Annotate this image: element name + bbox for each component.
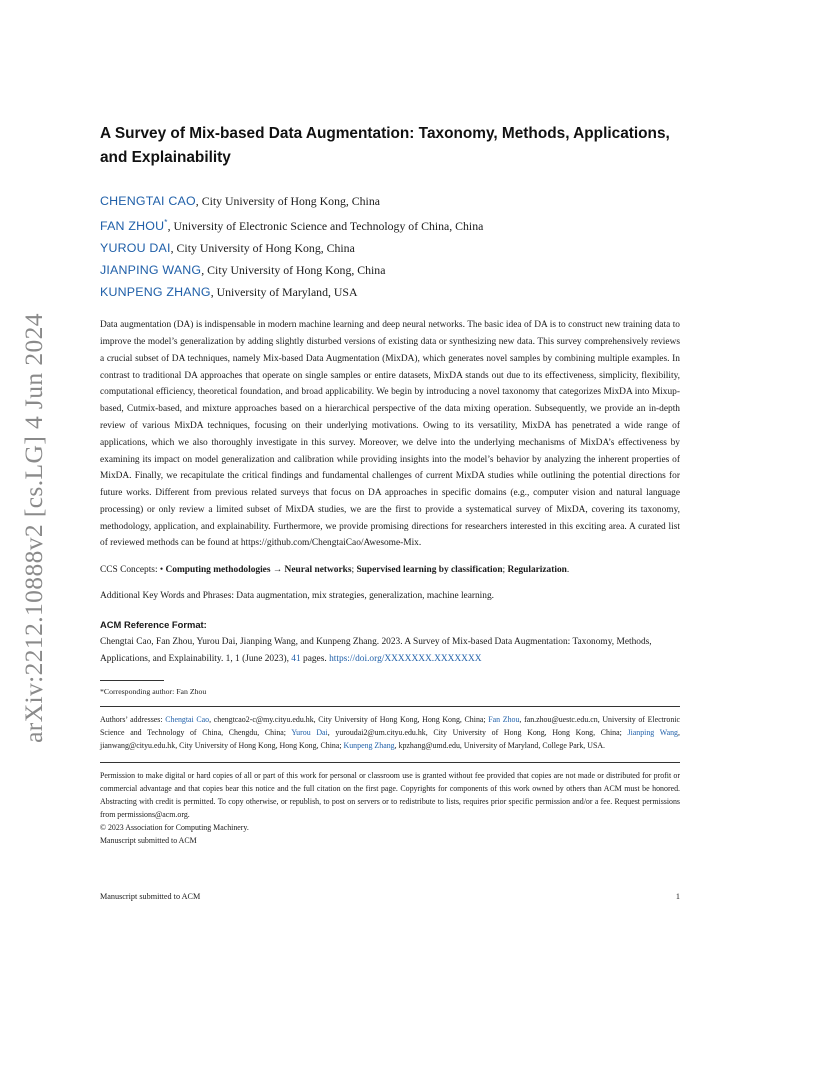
paper-title: A Survey of Mix-based Data Augmentation: Taxonomy, Methods, Applications, and Explainability bbox=[100, 125, 670, 166]
paper-page bbox=[100, 122, 680, 847]
footnote-divider bbox=[100, 680, 164, 681]
author-entry bbox=[100, 212, 680, 237]
author-affiliation: , City University of Hong Kong, China bbox=[195, 194, 380, 208]
corresponding-author-footnote: *Corresponding author: Fan Zhou bbox=[100, 686, 207, 696]
keywords: Additional Key Words and Phrases: Data augmentation, mix strategies, generalization, machine learning. bbox=[100, 591, 495, 602]
ccs-concepts: CCS Concepts: • Computing methodologies → Neural networks; Supervised learning by classification; Regularization. bbox=[100, 565, 570, 576]
author-name: YUROU DAI bbox=[100, 241, 171, 256]
acm-reference-text: Chengtai Cao, Fan Zhou, Yurou Dai, Jianping Wang, and Kunpeng Zhang. 2023. A Survey of Mix-based Data Augmentation: Taxonomy, Methods, Applications, and Explainability. 1, 1 (June 2023), 41 pages. https://doi.org/XXXXXXX.XXXXXXX bbox=[100, 637, 652, 665]
author-name: CHENGTAI CAO bbox=[100, 194, 196, 208]
author-link[interactable]: Fan Zhou bbox=[488, 714, 520, 724]
page-footer bbox=[100, 892, 680, 901]
author-name: FAN ZHOU* bbox=[100, 218, 168, 234]
author-link[interactable]: Chengtai Cao bbox=[165, 714, 210, 724]
author-affiliation: , University of Maryland, USA bbox=[210, 285, 358, 300]
author-list bbox=[100, 190, 680, 303]
author-entry bbox=[100, 190, 680, 212]
authors-addresses: Authors’ addresses: Chengtai Cao, chengtcao2-c@my.cityu.edu.hk, City University of Hong Kong, Hong Kong, China; Fan Zhou, fan.zhou@uestc.edu.cn, University of Electronic Science and Technology of China, Chengdu, China; Yurou Dai, yuroudai2@um.cityu.edu.hk, City University of Hong Kong, Hong Kong, China; Jianping Wang, jianwang@cityu.edu.hk, City University of Hong Kong, Hong Kong, China; Kunpeng Zhang, kpzhang@umd.edu, University of Maryland, College Park, USA. bbox=[100, 714, 681, 750]
arxiv-id-text: arXiv:2212.10888v2 [cs.LG] 4 Jun 2024 bbox=[19, 312, 48, 743]
author-entry bbox=[100, 259, 680, 281]
abstract: Data augmentation (DA) is indispensable in modern machine learning and deep neural networks. The basic idea of DA is to construct new training data to improve the model’s generalization by adding slightly disturbed versions of existing data or synthesizing new data. This survey comprehensively reviews a crucial subset of DA techniques, namely Mix-based Data Augmentation (MixDA), which generates novel samples by combining multiple examples. In contrast to traditional DA approaches that operate on single samples or entire datasets, MixDA stands out due to its effectiveness, simplicity, flexibility, computational efficiency, theoretical foundation, and broad applicability. We begin by introducing a novel taxonomy that categorizes MixDA into Mixup-based, Cutmix-based, and mixture approaches based on a hierarchical perspective of the data mixing operation. Subsequently, we provide an in-depth review of various MixDA techniques, focusing on their underlying motivations. Owing to its versatility, MixDA has penetrated a wide range of applications, which we also thoroughly investigate in this survey. Moreover, we delve into the underlying mechanisms of MixDA’s effectiveness by examining its impact on model generalization and calibration while providing insights into the model’s behavior by analyzing the inherent properties of MixDA. Finally, we recapitulate the critical findings and fundamental challenges of current MixDA studies while outlining the potential directions for future works. Different from previous related surveys that focus on DA approaches in specific domains (e.g., computer vision and natural language processing) or only review a limited subset of MixDA studies, we are the first to provide a systematical survey of MixDA, covering its taxonomy, methodology, application, and explainability. Furthermore, we provide promising directions for researchers interested in this exciting area. A curated list of reviewed methods can be found at https://github.com/ChengtaiCao/Awesome-Mix. bbox=[100, 320, 680, 549]
footer-label: Manuscript submitted to ACM bbox=[100, 892, 201, 901]
author-affiliation: , City University of Hong Kong, China bbox=[170, 241, 355, 256]
author-affiliation: , University of Electronic Science and Technology of China, China bbox=[167, 219, 484, 234]
arxiv-side-stamp bbox=[14, 300, 54, 755]
doi-link[interactable]: https://doi.org/XXXXXXX.XXXXXXX bbox=[329, 654, 482, 665]
author-entry bbox=[100, 281, 680, 303]
author-link[interactable]: Jianping Wang bbox=[627, 727, 678, 737]
pages-link[interactable]: 41 bbox=[291, 654, 301, 665]
corresponding-mark: * bbox=[164, 218, 168, 227]
author-name: JIANPING WANG bbox=[100, 263, 202, 278]
copyright-line: © 2023 Association for Computing Machinery. bbox=[100, 822, 249, 832]
section-divider bbox=[100, 762, 680, 763]
permission-notice: Permission to make digital or hard copies of all or part of this work for personal or classroom use is granted without fee provided that copies are not made or distributed for profit or commercial advantage and that copies bear this notice and the full citation on the first page. Copyrights for components of this work owned by others than ACM must be honored. Abstracting with credit is permitted. To copy otherwise, or republish, to post on servers or to redistribute to lists, requires prior specific permission and/or a fee. Request permissions from permissions@acm.org. bbox=[100, 770, 680, 819]
author-entry bbox=[100, 237, 680, 259]
author-name: KUNPENG ZHANG bbox=[100, 285, 211, 300]
author-affiliation: , City University of Hong Kong, China bbox=[201, 263, 386, 278]
manuscript-note: Manuscript submitted to ACM bbox=[100, 835, 197, 845]
author-link[interactable]: Kunpeng Zhang bbox=[343, 740, 395, 750]
acm-reference-heading: ACM Reference Format: bbox=[100, 619, 207, 631]
section-divider bbox=[100, 706, 680, 707]
page-number: 1 bbox=[675, 892, 680, 901]
author-link[interactable]: Yurou Dai bbox=[291, 727, 328, 737]
